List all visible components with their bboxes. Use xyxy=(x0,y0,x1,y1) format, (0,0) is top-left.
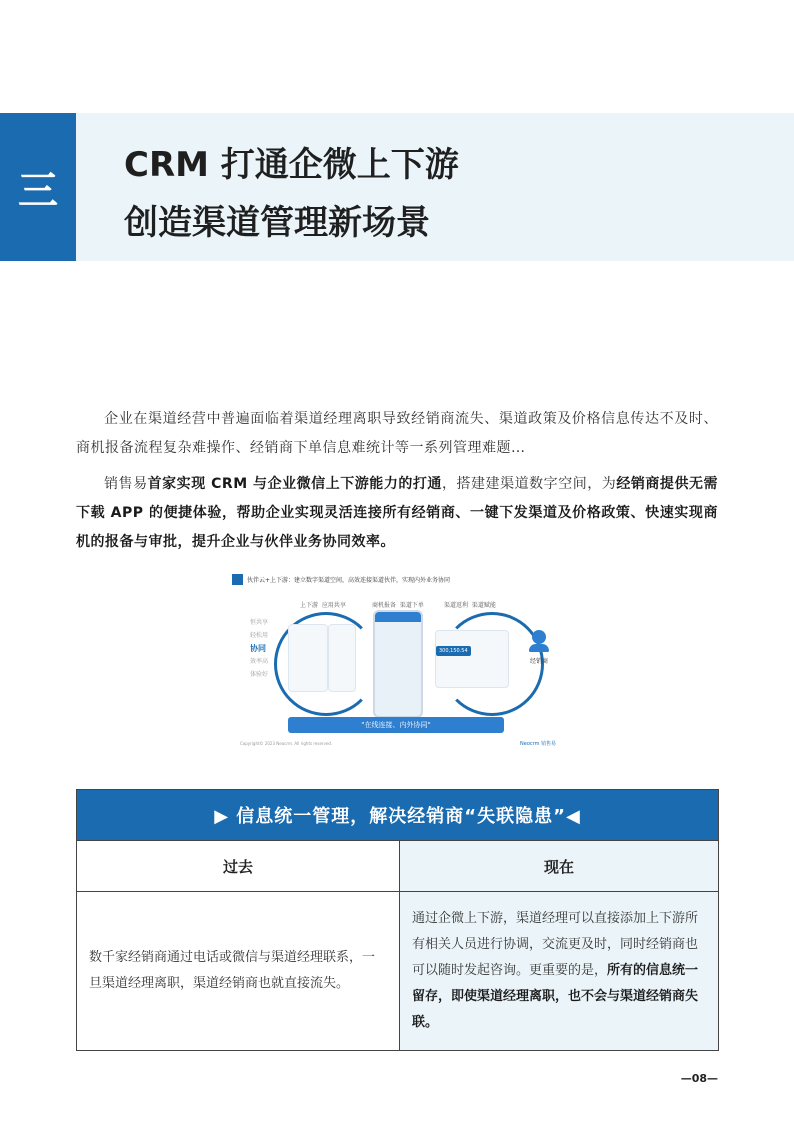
figure-tabs-right xyxy=(444,600,496,609)
now-cell xyxy=(400,892,719,1051)
figure-heading xyxy=(232,574,450,585)
past-cell: 数千家经销商通过电话或微信与渠道经理联系，一旦渠道经理离职，渠道经销商也就直接流失。 xyxy=(77,892,400,1051)
figure-tabs-mid xyxy=(372,600,424,609)
feature-text-c: ，搭建建渠道数字空间，为 xyxy=(441,476,617,492)
now-text-a: 通过企微上下游，渠道经理可以直接添加上下游所有相关人员进行协调，交流更及时，同时经销商也可以随时发起咨询。更重要的是， xyxy=(412,911,699,978)
chapter-mark: 三 xyxy=(0,113,76,261)
person-icon xyxy=(532,630,546,644)
product-illustration xyxy=(230,568,564,751)
table-caption: ▶ 信息统一管理，解决经销商“失联隐患”◀ xyxy=(77,790,719,841)
column-header-past: 过去 xyxy=(77,841,400,892)
page-title xyxy=(124,136,459,252)
side-word: 效率高 xyxy=(250,658,269,665)
fig-tab: 应用共享 xyxy=(321,602,346,609)
fig-tab: 渠道下单 xyxy=(399,602,424,609)
fig-tab: 上下游 xyxy=(300,602,319,609)
now-text-b: 所有的信息统一留存，即使渠道经理离职，也不会与渠道经销商失联。 xyxy=(412,963,699,1030)
title-line-2: 创造渠道管理新场景 xyxy=(124,203,430,243)
side-word: 恒共享 xyxy=(250,619,269,626)
intro-text: 企业在渠道经营中普遍面临着渠道经理离职导致经销商流失、渠道政策及价格信息传达不及时、商机报备流程复杂难操作、经销商下单信息难统计等一系列管理难题… xyxy=(76,411,718,456)
figure-copyright: Copyright© 2023 Neocrm. All rights reserved. xyxy=(240,741,333,746)
figure-brand: Neocrm 销售易 xyxy=(520,741,557,747)
figure-side-words xyxy=(250,616,268,681)
comparison-table xyxy=(76,789,719,1051)
figure-banner: "在线连接、内外协同" xyxy=(288,717,504,733)
figure-tabs-left xyxy=(300,600,346,609)
app-card-left xyxy=(288,624,328,692)
title-line-1: CRM 打通企微上下游 xyxy=(124,145,459,185)
side-word: 协同 xyxy=(250,644,266,653)
column-header-now: 现在 xyxy=(400,841,719,892)
app-card-right xyxy=(435,630,509,688)
fig-tab: 渠道赋能 xyxy=(471,602,496,609)
page-number: —08— xyxy=(680,1072,718,1085)
balance-badge: 300,150.54 xyxy=(436,646,471,656)
side-word: 体验好 xyxy=(250,671,269,678)
heading-square-icon xyxy=(232,574,243,585)
feature-text-a: 销售易 xyxy=(104,476,148,492)
fig-tab: 渠道返利 xyxy=(444,602,469,609)
feature-paragraph xyxy=(76,470,718,557)
phone-mockup xyxy=(373,610,423,718)
side-word: 轻松用 xyxy=(250,632,269,639)
figure-heading-text: 伙伴云+上下游：建立数字渠道空间，高效连接渠道伙伴，实现内外业务协同 xyxy=(247,577,451,584)
person-label: 经销商 xyxy=(530,658,549,665)
feature-text-b: 首家实现 CRM 与企业微信上下游能力的打通 xyxy=(147,476,442,492)
app-card-left-2 xyxy=(328,624,356,692)
person-body-icon xyxy=(529,644,549,652)
intro-paragraph xyxy=(76,405,718,463)
fig-tab: 商机报备 xyxy=(372,602,397,609)
feature-text-d: 经销商提供无需下载 APP 的便捷体验，帮助企业实现灵活连接所有经销商、一键下发渠道及价格政策、快速实现商机的报备与审批，提升企业与伙伴业务协同效率。 xyxy=(76,476,719,550)
